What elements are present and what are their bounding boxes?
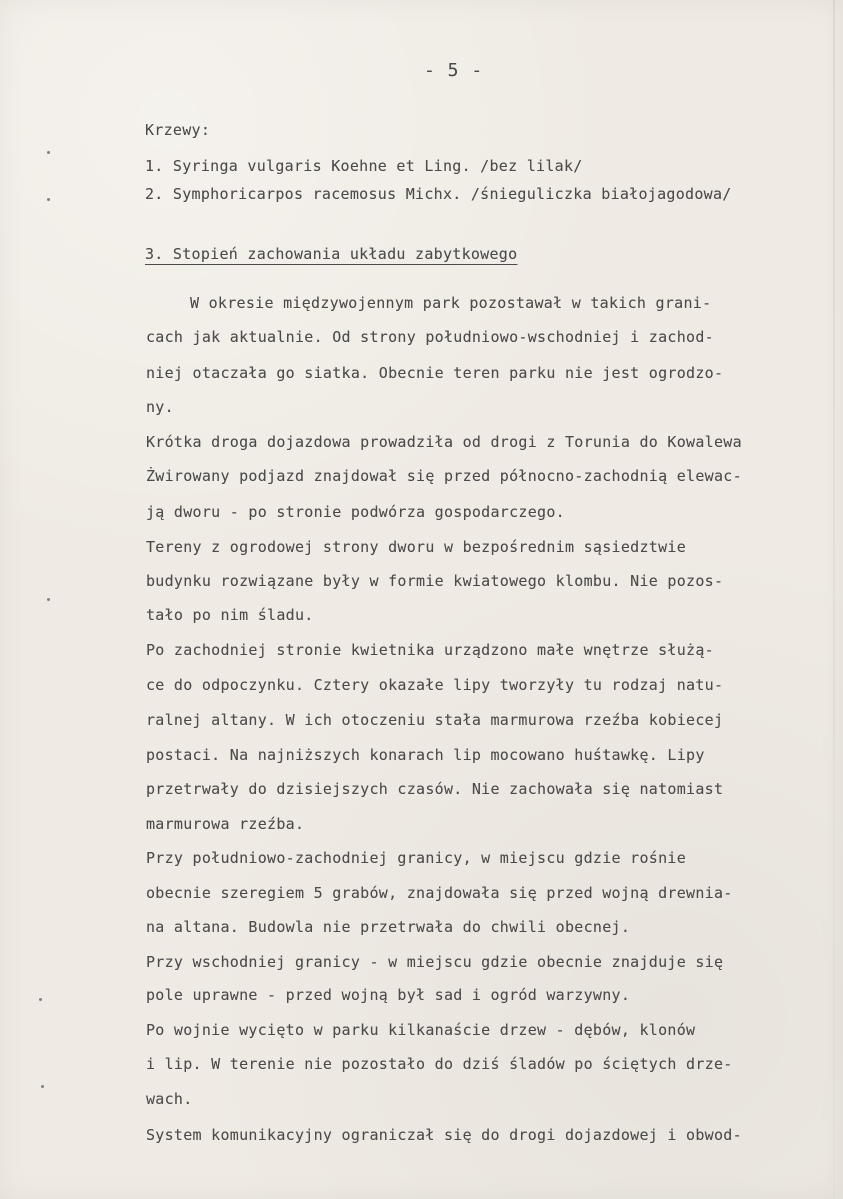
shrubs-heading: Krzewy: (145, 121, 211, 139)
body-line-17: Przy południowo-zachodniej granicy, w miejscu gdzie rośnie (146, 849, 687, 867)
body-line-3: niej otaczała go siatka. Obecnie teren parku nie jest ogrodzo- (146, 364, 724, 382)
margin-mark (39, 998, 42, 1001)
body-line-18: obecnie szeregiem 5 grabów, znajdowała się przed wojną drewnia- (146, 884, 733, 902)
margin-mark (47, 598, 50, 601)
body-line-20: Przy wschodniej granicy - w miejscu gdzie obecnie znajduje się (146, 953, 724, 971)
body-line-9: budynku rozwiązane były w formie kwiatowego klombu. Nie pozos- (146, 572, 724, 590)
shrub-item-1: 1. Syringa vulgaris Koehne et Ling. /bez lilak/ (145, 157, 583, 175)
body-line-22: Po wojnie wycięto w parku kilkanaście drzew - dębów, klonów (146, 1021, 696, 1039)
margin-mark (47, 198, 50, 201)
body-line-6: Żwirowany podjazd znajdował się przed północno-zachodnią elewac- (146, 467, 742, 485)
section-heading: 3. Stopień zachowania układu zabytkowego (145, 245, 518, 263)
shrub-item-2: 2. Symphoricarpos racemosus Michx. /śnieguliczka białojagodowa/ (145, 185, 732, 203)
body-line-15: przetrwały do dzisiejszych czasów. Nie zachowała się natomiast (146, 780, 724, 798)
body-line-14: postaci. Na najniższych konarach lip mocowano huśtawkę. Lipy (146, 746, 705, 764)
body-line-23: i lip. W terenie nie pozostało do dziś śladów po ściętych drze- (146, 1055, 733, 1073)
page-number: - 5 - (424, 60, 484, 81)
body-line-10: tało po nim śladu. (146, 606, 314, 624)
body-line-12: ce do odpoczynku. Cztery okazałe lipy tworzyły tu rodzaj natu- (146, 676, 724, 694)
body-line-19: na altana. Budowla nie przetrwała do chwili obecnej. (146, 918, 631, 936)
body-line-16: marmurowa rzeźba. (146, 815, 305, 833)
body-line-1: W okresie międzywojennym park pozostawał w takich grani- (190, 294, 712, 312)
body-line-11: Po zachodniej stronie kwietnika urządzono małe wnętrze służą- (146, 641, 714, 659)
margin-mark (41, 1085, 44, 1088)
body-line-4: ny. (146, 398, 174, 416)
body-line-21: pole uprawne - przed wojną był sad i ogród warzywny. (146, 986, 631, 1004)
body-line-5: Krótka droga dojazdowa prowadziła od drogi z Torunia do Kowalewa (146, 433, 742, 451)
margin-mark (47, 151, 50, 154)
body-line-24: wach. (146, 1090, 193, 1108)
body-line-13: ralnej altany. W ich otoczeniu stała marmurowa rzeźba kobiecej (146, 711, 724, 729)
body-line-7: ją dworu - po stronie podwórza gospodarczego. (146, 503, 565, 521)
page-edge-shadow (833, 0, 835, 1199)
body-line-8: Tereny z ogrodowej strony dworu w bezpośrednim sąsiedztwie (146, 538, 687, 556)
body-line-25: System komunikacyjny ograniczał się do drogi dojazdowej i obwod- (146, 1126, 742, 1144)
body-line-2: cach jak aktualnie. Od strony południowo-wschodniej i zachod- (146, 328, 714, 346)
